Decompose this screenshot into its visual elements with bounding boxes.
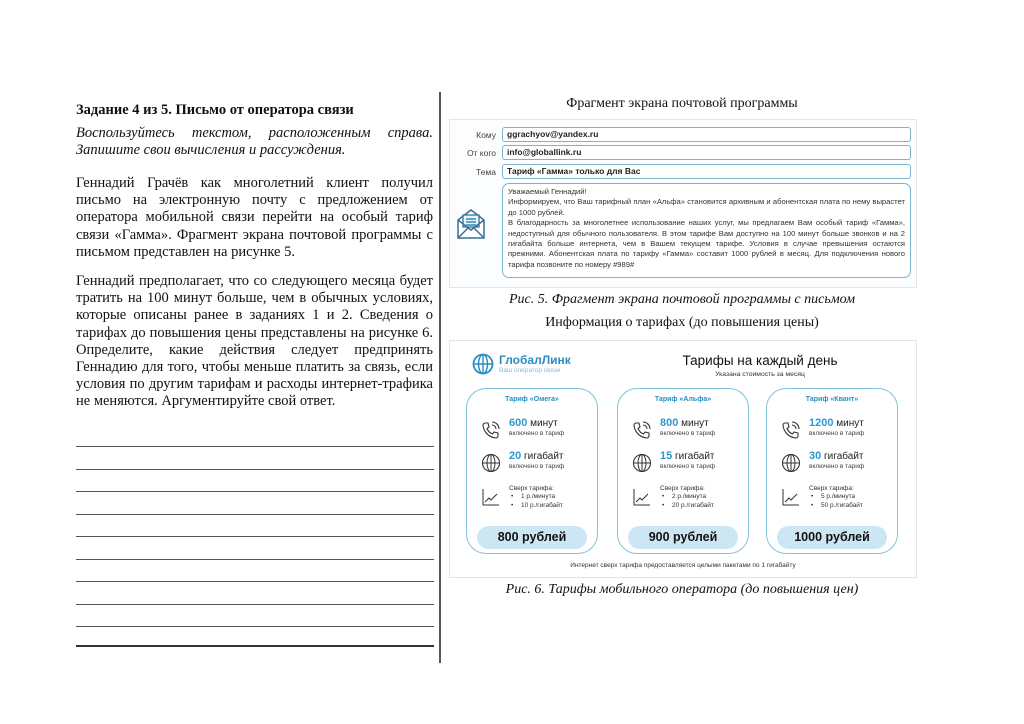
figure6-caption: Рис. 6. Тарифы мобильного оператора (до повышения цен) [505, 582, 859, 597]
tariff-name: Тариф «Квант» [805, 396, 859, 403]
mail-paragraph-1: Информируем, что Ваш тарифный план «Альфа» становится архивным и абонентская плата по нему вырастет до 1000 рублей. [508, 197, 905, 217]
mail-greeting: Уважаемый Геннадий! [508, 187, 587, 196]
minutes-value: 800 [660, 417, 679, 429]
tariff-name: Тариф «Альфа» [654, 396, 712, 403]
brand-tagline: Ваш оператор связи [499, 366, 561, 374]
overage-feature [632, 485, 714, 510]
minutes-note: включено в тариф [660, 430, 716, 437]
overage-feature [781, 485, 863, 510]
envelope-open-icon [456, 206, 486, 240]
gb-value: 15 [660, 450, 673, 462]
mail-paragraph-2: В благодарность за многолетнее использование наших услуг, мы предлагаем Вам особый тариф «Гамма», недоступный для обычного пользователя. В этом тарифе Вам доступно на 100 минут больше звонков и на 2 гигабайта больше интернета, чем в Вашем текущем тарифе. Условия в случае превышения остаются прежними. Абонентская плата по тарифу «Гамма» составит 1000 рублей в месяц. Для подключения нового тарифа позвоните по номеру #989# [508, 218, 905, 269]
phone-icon [481, 420, 501, 440]
mail-to-label: Кому [476, 129, 496, 140]
overage-title: Сверх тарифа: [509, 485, 554, 492]
brand-name: ГлобалЛинк [499, 352, 571, 367]
task-title: Задание 4 из 5. Письмо от оператора связи [76, 102, 354, 118]
internet-feature [481, 451, 564, 473]
answer-area[interactable] [76, 446, 434, 647]
overage-minute: • 1 р./минута [509, 493, 563, 502]
chart-trend-icon [632, 487, 652, 507]
figure5-caption: Рис. 5. Фрагмент экрана почтовой программы с письмом [508, 292, 856, 307]
answer-line[interactable] [76, 627, 434, 647]
gb-note: включено в тариф [660, 463, 716, 470]
chart-trend-icon [481, 487, 501, 507]
tariff-price: 800 рублей [477, 526, 587, 549]
overage-feature [481, 485, 563, 510]
internet-feature [781, 451, 864, 473]
tariffs-footnote: Интернет сверх тарифа предоставляется целыми пакетами по 1 гигабайту [570, 562, 796, 569]
overage-gb: • 50 р./гигабайт [809, 502, 863, 511]
task-paragraph-1: Геннадий Грачёв как многолетний клиент получил письмо на электронную почту с предложением от оператора мобильной связи перейти на особый тариф связи «Гамма». Фрагмент экрана почтовой программы с письмом представлен на рисунке 5. [76, 175, 433, 260]
minutes-note: включено в тариф [809, 430, 865, 437]
internet-feature [632, 451, 715, 473]
minutes-note: включено в тариф [509, 430, 565, 437]
minutes-unit: минут [530, 418, 558, 429]
mail-to-field[interactable]: ggrachyov@yandex.ru [502, 127, 911, 142]
tariff-card-kvant [766, 388, 898, 554]
tariffs-title: Тарифы на каждый день [682, 353, 838, 368]
mail-subject-row [450, 164, 499, 179]
column-divider [439, 92, 441, 663]
tariff-card-omega [466, 388, 598, 554]
mail-body [502, 183, 911, 278]
task-paragraph-2: Геннадий предполагает, что со следующего месяца будет тратить на 100 минут больше, чем в обычных условиях, которые описаны ранее в заданиях 1 и 2. Сведения о тарифах до повышения цены представлены на рисунке 6. Определите, какие действия следует предпринять Геннадию для того, чтобы меньше платить за связь, если условия по другим тарифам и расходы интернет-трафика не меняются. Аргументируйте свой ответ. [76, 273, 433, 410]
minutes-unit: минут [836, 418, 864, 429]
tariff-price: 900 рублей [628, 526, 738, 549]
overage-minute: • 5 р./минута [809, 493, 863, 502]
globe-icon [632, 453, 652, 473]
gb-unit: гигабайт [524, 451, 564, 462]
mail-subject-field[interactable]: Тариф «Гамма» только для Вас [502, 164, 911, 179]
answer-line[interactable] [76, 470, 434, 493]
tariff-price: 1000 рублей [777, 526, 887, 549]
task-column [76, 101, 433, 411]
minutes-feature [481, 418, 564, 440]
task-instruction: Воспользуйтесь текстом, расположенным справа. Запишите свои вычисления и рассуждения. [76, 125, 433, 158]
minutes-value: 600 [509, 417, 528, 429]
tariffs-subtitle: Указана стоимость за месяц [715, 371, 805, 378]
globe-icon [472, 353, 494, 375]
tariff-card-alpha [617, 388, 749, 554]
gb-value: 20 [509, 450, 522, 462]
gb-unit: гигабайт [675, 451, 715, 462]
answer-line[interactable] [76, 582, 434, 605]
minutes-unit: минут [681, 418, 709, 429]
mail-to-row [450, 127, 499, 142]
globe-icon [481, 453, 501, 473]
overage-minute: • 2 р./минута [660, 493, 714, 502]
phone-icon [781, 420, 801, 440]
answer-line[interactable] [76, 605, 434, 628]
gb-unit: гигабайт [824, 451, 864, 462]
tariff-panel [449, 340, 917, 578]
figure5-heading: Фрагмент экрана почтовой программы [566, 96, 798, 111]
overage-gb: • 10 р./гигабайт [509, 502, 563, 511]
mail-from-field[interactable]: info@globallink.ru [502, 145, 911, 160]
mail-screen [449, 119, 917, 288]
brand-logo [472, 353, 571, 375]
phone-icon [632, 420, 652, 440]
mail-from-label: От кого [466, 147, 496, 158]
figure6-heading: Информация о тарифах (до повышения цены) [545, 315, 819, 330]
globe-icon [781, 453, 801, 473]
minutes-feature [632, 418, 715, 440]
minutes-feature [781, 418, 864, 440]
tariff-name: Тариф «Омега» [505, 396, 559, 403]
overage-title: Сверх тарифа: [809, 485, 854, 492]
answer-line[interactable] [76, 492, 434, 515]
answer-line[interactable] [76, 537, 434, 560]
gb-value: 30 [809, 450, 822, 462]
gb-note: включено в тариф [509, 463, 565, 470]
gb-note: включено в тариф [809, 463, 865, 470]
minutes-value: 1200 [809, 417, 834, 429]
answer-line[interactable] [76, 447, 434, 470]
mail-subject-label: Тема [475, 166, 496, 177]
answer-line[interactable] [76, 515, 434, 538]
overage-gb: • 20 р./гигабайт [660, 502, 714, 511]
chart-trend-icon [781, 487, 801, 507]
overage-title: Сверх тарифа: [660, 485, 705, 492]
answer-line[interactable] [76, 560, 434, 583]
mail-from-row [450, 145, 499, 160]
